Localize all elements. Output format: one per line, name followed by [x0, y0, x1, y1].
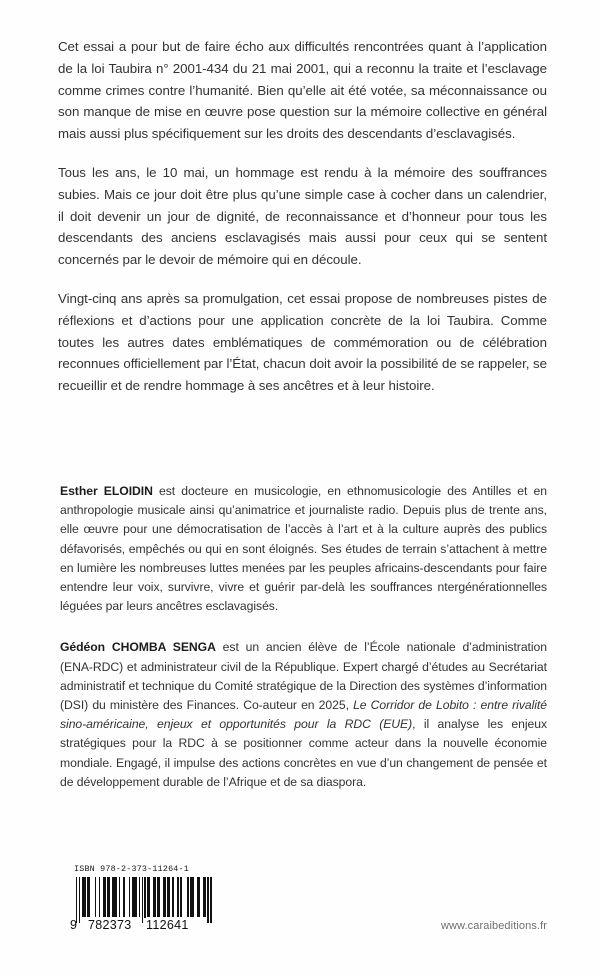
barcode-bars [76, 877, 212, 923]
author-bio-2-text-before: est un ancien élève de l’École nationale d’administration (ENA-RDC) et administrateur civil de la République. Expert chargé d’études au Secrétariat administratif et technique du Comité stratégique de la Direction des systèmes d’information (DSI) du ministère des Finances. Co-auteur en 2025, [60, 640, 547, 713]
ean-left-group: 782373 [88, 918, 132, 932]
author-bio-1 [60, 482, 547, 616]
isbn-label: ISBN 978-2-373-11264-1 [74, 864, 189, 874]
ean-right-group: 112641 [146, 918, 189, 932]
author-bio-2 [60, 638, 547, 792]
author-name-chomba-senga: Gédéon CHOMBA SENGA [60, 640, 216, 655]
author-bio-1-text: est docteure en musicologie, en ethnomusicologie des Antilles et en anthropologie musicale ainsi qu’animatrice et journaliste radio. Depuis plus de trente ans, elle œuvre pour une démocratisation de l’accès à l’art et à la culture auprès des publics défavorisés, empêchés ou qui en sont éloignés. Ses études de terrain s’attachent à mettre en lumière les nombreuses luttes menées par les peuples africains-descendants pour faire entendre leur voix, survivre, vivre et guérir par-delà les souffrances ntergénérationnelles léguées par leurs ancêtres esclavagisés. [60, 484, 547, 614]
author-bios-section [60, 482, 547, 792]
blurb-section [58, 36, 547, 397]
blurb-paragraph-1: Cet essai a pour but de faire écho aux difficultés rencontrées quant à l’application de la loi Taubira n° 2001-434 du 21 mai 2001, qui a reconnu la traite et l’esclavage comme crimes contre l’humanité. Bien qu’elle ait été votée, sa méconnaissance ou son manque de mise en œuvre pose question sur la mémoire collective en général mais aussi plus spécifiquement sur les droits des descendants d’esclavagisés. [58, 39, 547, 142]
barcode-digits [70, 918, 216, 934]
author-name-eloidin: Esther ELOIDIN [60, 484, 153, 498]
ean-lead-digit: 9 [70, 918, 78, 932]
publisher-url: www.caraibeditions.fr [440, 920, 547, 932]
author-bio-2-work-title: Le Corridor de Lobito : entre rivalité sino-américaine, enjeux et opportunités pour la RDC (EUE) [60, 698, 547, 732]
barcode-block [70, 864, 220, 937]
blurb-paragraph-3: Vingt-cinq ans après sa promulgation, cet essai propose de nombreuses pistes de réflexions et d’actions pour une application concrète de la loi Taubira. Comme toutes les autres dates emblématiques de commémoration ou de célébration reconnues officiellement par l’État, chacun doit avoir la possibilité de se rappeler, se recueillir et de rendre hommage à ses ancêtres et à leur histoire. [58, 290, 547, 394]
ean13-barcode [70, 877, 216, 937]
blurb-paragraph-2: Tous les ans, le 10 mai, un hommage est rendu à la mémoire des souffrances subies. Mais ce jour doit être plus qu’une simple case à cocher dans un calendrier, il doit devenir un jour de dignité, de reconnaissance et d’honneur pour tous les descendants des anciens esclavagisés mais aussi pour ceux qui se sentent concernés par le devoir de mémoire qui en découle. [58, 164, 547, 268]
author-bio-2-text-after: , il analyse les enjeux stratégiques pour la RDC à se positionner comme acteur dans la nouvelle économie mondiale. Engagé, il impulse des actions concrètes en vue d’un changement de pensée et de développement durable de l’Afrique et de sa diaspora. [60, 717, 547, 789]
